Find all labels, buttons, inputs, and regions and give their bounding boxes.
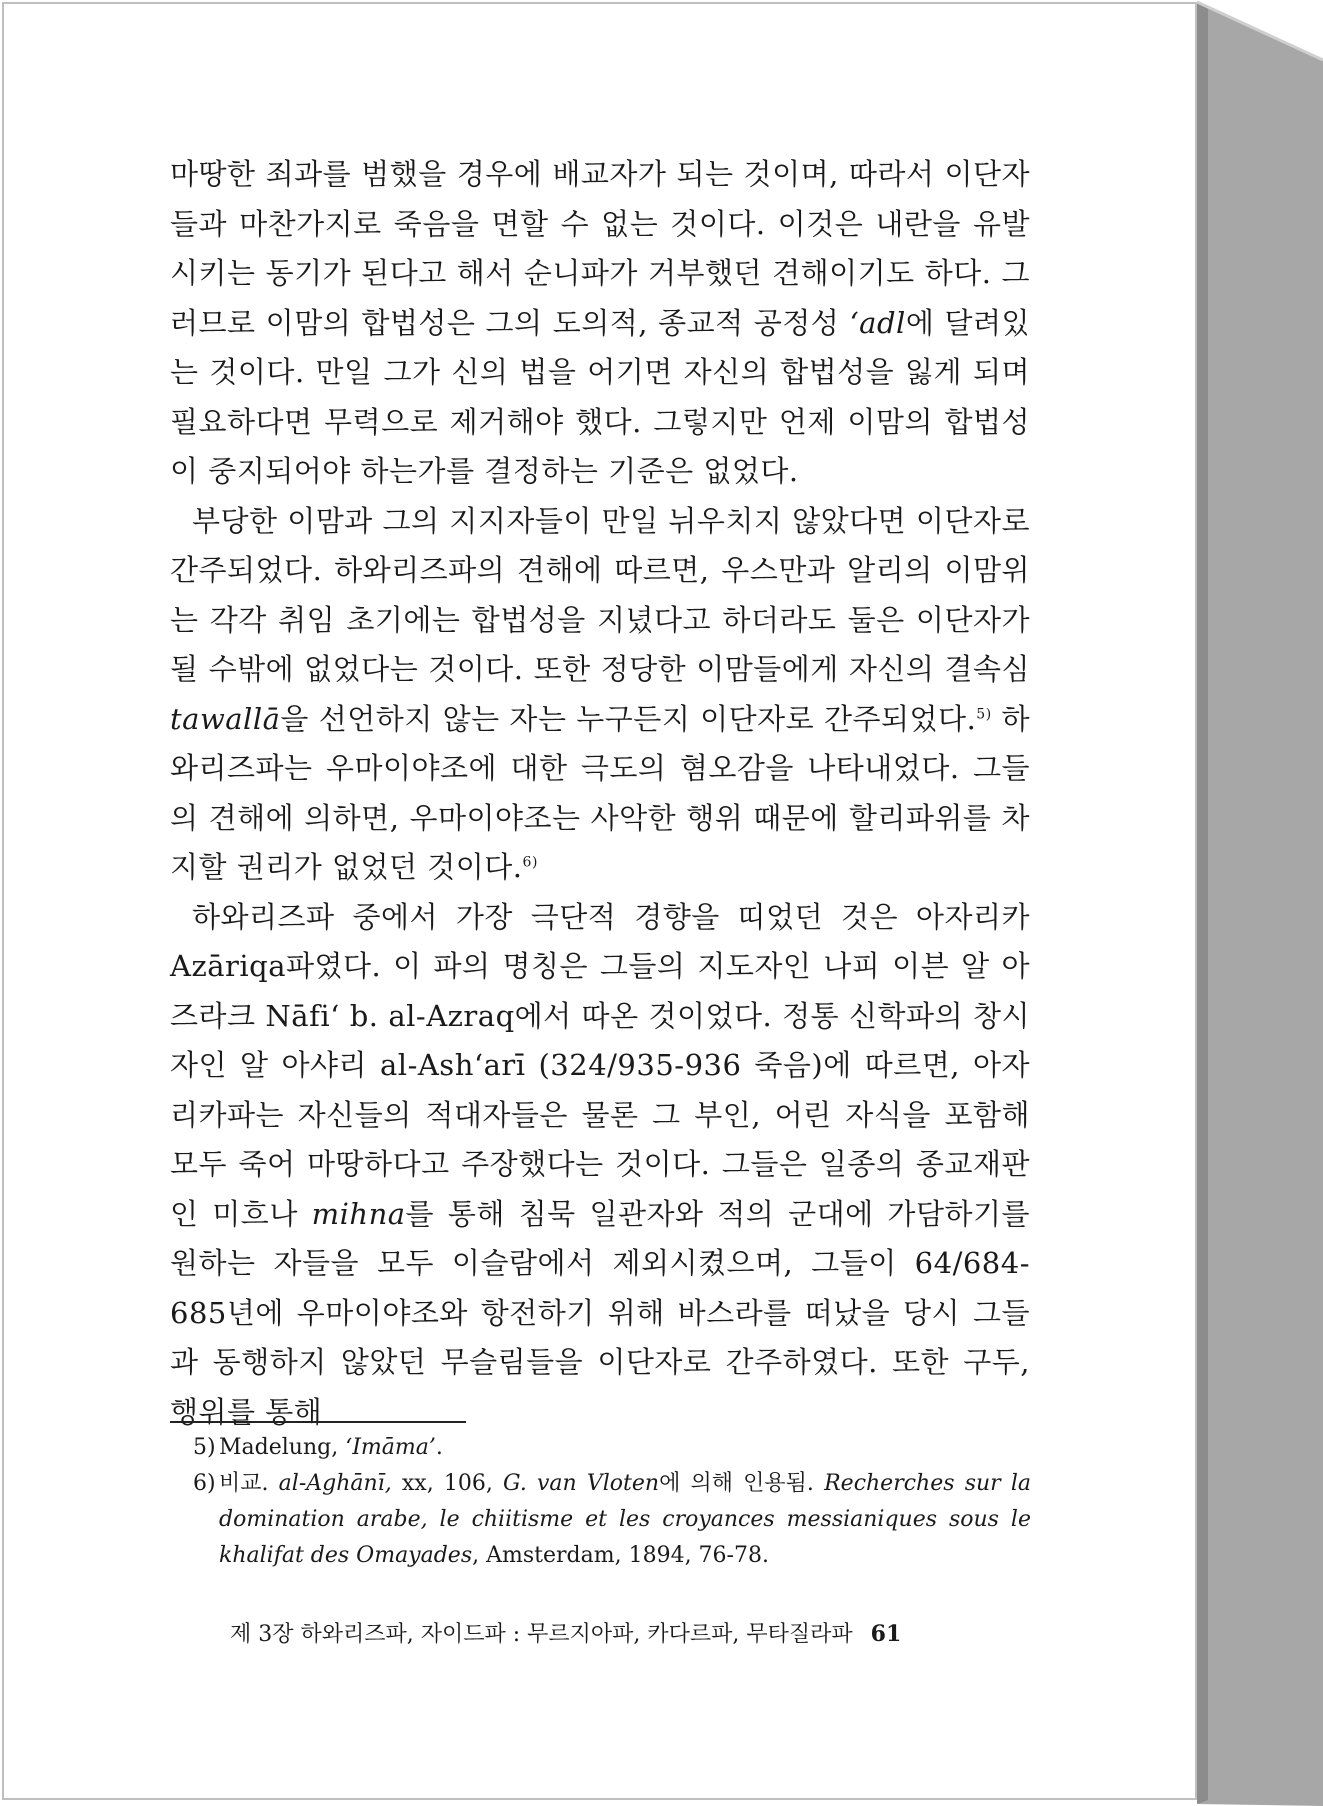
paragraph-3 bbox=[170, 893, 1030, 1438]
footnote-ref-6: 6) bbox=[522, 854, 538, 871]
paragraph-1 bbox=[170, 150, 1030, 497]
footnote-6-title: Recherches sur la domination arabe, le chiitisme et les croyances messianiques sous le khalifat des Omayades bbox=[219, 1471, 1031, 1568]
footnote-5-end: . bbox=[435, 1435, 443, 1460]
footnote-6-ref: xx, 106, bbox=[391, 1471, 504, 1496]
footnote-number: 6) bbox=[193, 1471, 216, 1496]
footnotes bbox=[193, 1430, 1031, 1574]
body-text bbox=[170, 150, 1030, 1437]
term-tawalla: tawallā bbox=[170, 701, 281, 736]
footnote-6-pub: , Amsterdam, 1894, 76-78. bbox=[472, 1543, 769, 1568]
term-mihna: mihna bbox=[311, 1196, 406, 1231]
paragraph-2-text-c: 하와리즈파는 우마이야조에 대한 극도의 혐오감을 나타내었다. 그들의 견해에 의하면, 우마이야조는 사악한 행위 때문에 할리파위를 차지할 권리가 없었던 것이다. bbox=[170, 701, 1030, 884]
running-footer bbox=[230, 1617, 1020, 1648]
paragraph-1-end: 에 달려있는 것이다. 만일 그가 신의 법을 어기면 자신의 합법성을 잃게 되며 필요하다면 무력으로 제거해야 했다. 그렇지만 언제 이맘의 합법성이 중지되어야 하는가를 결정하는 기준은 없었다. bbox=[170, 305, 1031, 488]
paragraph-1-text: 마땅한 죄과를 범했을 경우에 배교자가 되는 것이며, 따라서 이단자들과 마찬가지로 죽음을 면할 수 없는 것이다. 이것은 내란을 유발시키는 동기가 된다고 해서 순니파가 거부했던 견해이기도 하다. 그러므로 이맘의 합법성은 그의 도의적, 종교적 공정성 bbox=[170, 157, 1030, 340]
spine-shadow bbox=[1197, 2, 1208, 1804]
footnote-ref-5: 5) bbox=[976, 705, 992, 722]
footnote-5-title: ‘Imāma’ bbox=[345, 1435, 436, 1460]
footnote-6-cited: 에 의해 인용됨. bbox=[659, 1471, 825, 1496]
paragraph-2-text-a: 부당한 이맘과 그의 지지자들이 만일 뉘우치지 않았다면 이단자로 간주되었다. 하와리즈파의 견해에 따르면, 우스만과 알리의 이맘위는 각각 취임 초기에는 합법성을 지녔다고 하더라도 둘은 이단자가 될 수밖에 없었다는 것이다. 또한 정당한 이맘들에게 자신의 결속심 bbox=[170, 503, 1030, 686]
footnote-number: 5) bbox=[193, 1435, 216, 1460]
paragraph-3-text-b: 를 통해 침묵 일관자와 적의 군대에 가담하기를 원하는 자들을 모두 이슬람에서 제외시켰으며, 그들이 64/684-685년에 우마이야조와 항전하기 위해 바스라를 떠났을 당시 그들과 동행하지 않았던 무슬림들을 이단자로 간주하였다. 또한 구두, 행위를 통해 bbox=[170, 1196, 1030, 1429]
footnote-text bbox=[219, 1430, 1031, 1466]
chapter-title: 제 3장 하와리즈파, 자이드파 : 무르지아파, 카다르파, 무타질라파 bbox=[230, 1622, 853, 1647]
footnote-6-author: G. van Vloten bbox=[503, 1471, 660, 1496]
paragraph-3-text-a: 하와리즈파 중에서 가장 극단적 경향을 띠었던 것은 아자리카 Azāriqa파였다. 이 파의 명칭은 그들의 지도자인 나피 이븐 알 아즈라크 Nāfi‘ b. al-Azraq에서 따온 것이었다. 정통 신학파의 창시자인 알 아샤리 al-Ash‘arī (324/935-936 죽음)에 따르면, 아자리카파는 자신들의 적대자들은 물론 그 부인, 어린 자식을 포함해 모두 죽어 마땅하다고 주장했다는 것이다. 그들은 일종의 종교재판인 미흐나 bbox=[170, 899, 1030, 1231]
footnote-5 bbox=[193, 1430, 1031, 1466]
page-number: 61 bbox=[870, 1621, 902, 1647]
footnote-5-author: Madelung, bbox=[219, 1435, 346, 1460]
footnote-text bbox=[219, 1466, 1031, 1574]
paragraph-2 bbox=[170, 497, 1030, 893]
footnote-6-source: al-Aghānī, bbox=[278, 1471, 392, 1496]
term-adl: ‘adl bbox=[849, 305, 906, 340]
footnote-divider bbox=[170, 1421, 466, 1423]
spine-face bbox=[1197, 2, 1323, 1806]
footnote-6-lead: 비교. bbox=[219, 1471, 279, 1496]
paragraph-2-text-b: 을 선언하지 않는 자는 누구든지 이단자로 간주되었다. bbox=[280, 701, 977, 736]
footnote-6 bbox=[193, 1466, 1031, 1574]
